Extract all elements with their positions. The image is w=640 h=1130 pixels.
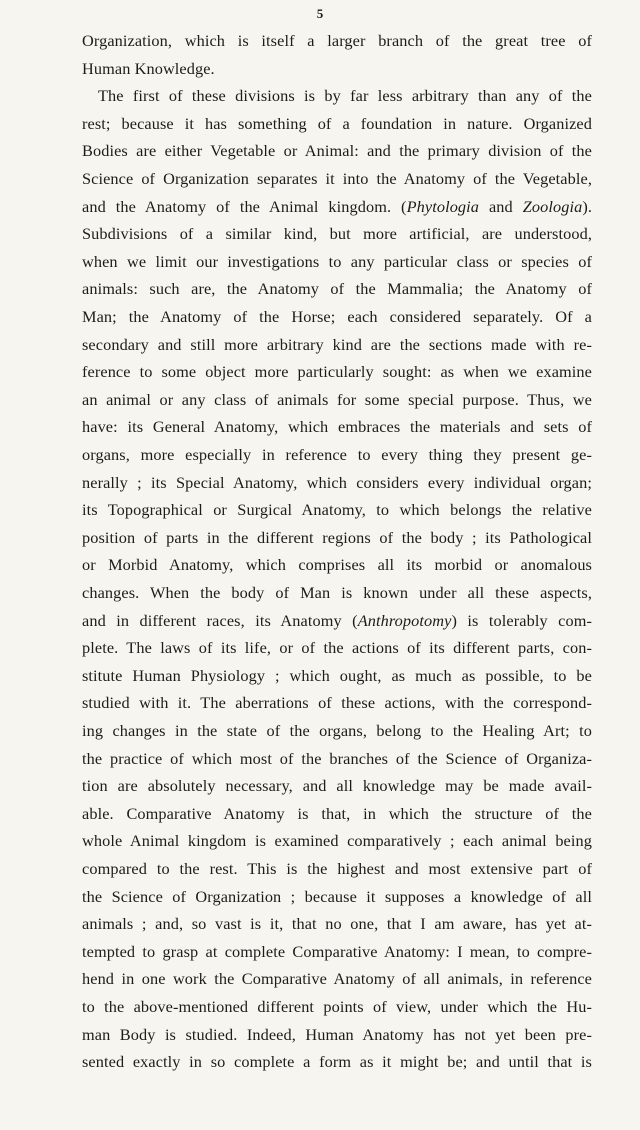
text-line: to the above-mentioned different points of view, under which the Hu- — [82, 997, 592, 1016]
text-line: or Morbid Anatomy, which comprises all its morbid or anomalous — [82, 555, 592, 575]
text-line: the Science of Organization ; because it supposes a knowledge of all — [82, 886, 592, 906]
text-line: studied with it. The aberrations of these actions, with the correspond- — [82, 693, 592, 713]
text-line: whole Animal kingdom is examined comparatively ; each animal being — [82, 831, 592, 851]
text-line: Man; the Anatomy of the Horse; each considered separately. Of a — [82, 307, 592, 326]
text-line: rest; because it has something of a foundation in nature. Organized — [82, 113, 592, 133]
text-line: tempted to grasp at complete Comparative Anatomy: I mean, to compre- — [82, 941, 592, 961]
text-line: changes. When the body of Man is known under all these aspects, — [82, 583, 592, 602]
text-line: when we limit our investigations to any particular class or species of — [82, 251, 592, 271]
text-line: and the Anatomy of the Animal kingdom. (Phytologia and Zoologia). — [82, 196, 593, 216]
text-line: Bodies are either Vegetable or Animal: and the primary division of the — [82, 141, 592, 161]
text-line: have: its General Anatomy, which embraces the materials and sets of — [82, 417, 592, 437]
text-line: animals: such are, the Anatomy of the Mammalia; the Anatomy of — [82, 279, 592, 299]
text-line: The first of these divisions is by far less arbitrary than any of the — [98, 86, 592, 106]
text-line: plete. The laws of its life, or of the actions of its different parts, con- — [82, 638, 592, 658]
text-line: the practice of which most of the branches of the Science of Organiza- — [82, 748, 592, 768]
text-line: an animal or any class of animals for some special purpose. Thus, we — [82, 389, 592, 409]
text-line: hend in one work the Comparative Anatomy of all animals, in reference — [82, 969, 592, 989]
text-line: tion are absolutely necessary, and all knowledge may be made avail- — [82, 776, 592, 796]
text-line: position of parts in the different regions of the body ; its Pathological — [82, 527, 592, 547]
text-line: its Topographical or Surgical Anatomy, to which belongs the relative — [82, 500, 592, 520]
text-line: Science of Organization separates it into the Anatomy of the Vegetable, — [82, 169, 592, 188]
text-line: compared to the rest. This is the highest and most extensive part of — [82, 859, 592, 878]
text-line: and in different races, its Anatomy (Anthropotomy) is tolerably com- — [82, 610, 592, 630]
page-number: 5 — [316, 6, 324, 21]
text-line: able. Comparative Anatomy is that, in which the structure of the — [82, 803, 592, 823]
text-line: secondary and still more arbitrary kind are the sections made with re- — [82, 334, 592, 354]
text-line: ing changes in the state of the organs, belong to the Healing Art; to — [82, 721, 592, 740]
text-line: nerally ; its Special Anatomy, which considers every individual organ; — [82, 472, 592, 492]
text-line: Human Knowledge. — [82, 58, 215, 78]
text-line: sented exactly in so complete a form as it might be; and until that is — [82, 1052, 592, 1072]
text-line: Subdivisions of a similar kind, but more artificial, are understood, — [82, 224, 592, 244]
text-line: man Body is studied. Indeed, Human Anatomy has not yet been pre- — [82, 1024, 592, 1044]
text-line: Organization, which is itself a larger branch of the great tree of — [82, 31, 592, 50]
text-line: organs, more especially in reference to every thing they present ge- — [82, 445, 592, 464]
text-line: ference to some object more particularly sought: as when we examine — [82, 362, 592, 382]
text-line: stitute Human Physiology ; which ought, as much as possible, to be — [82, 665, 592, 685]
text-line: animals ; and, so vast is it, that no one, that I am aware, has yet at- — [82, 914, 592, 934]
